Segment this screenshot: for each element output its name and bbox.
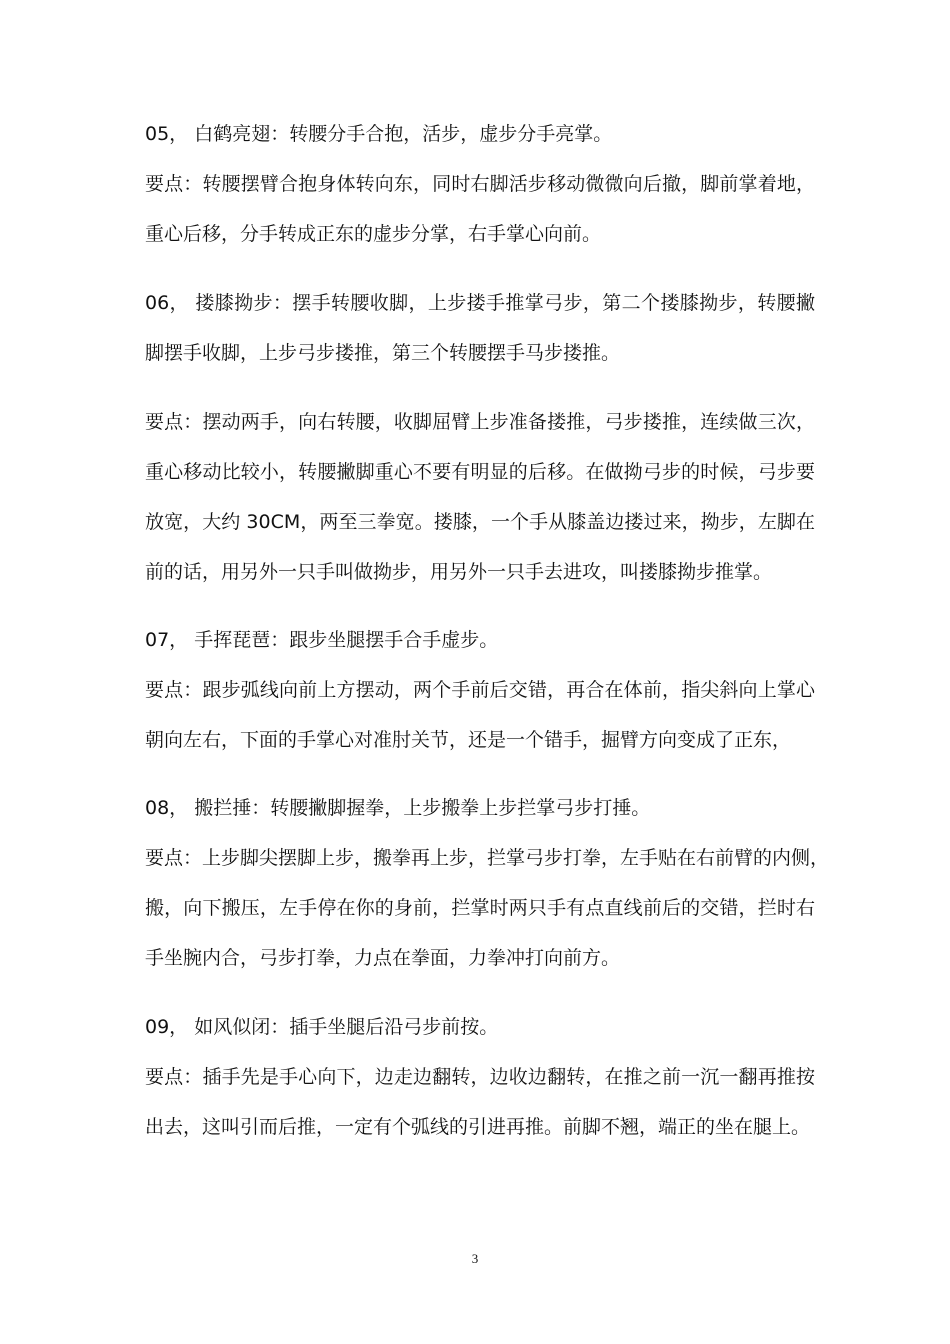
section-heading: 05， 白鹤亮翅：转腰分手合抱，活步，虚步分手亮掌。 xyxy=(145,123,613,145)
key-point-line: 手坐腕内合，弓步打拳，力点在拳面，力拳冲打向前方。 xyxy=(145,947,621,969)
key-point-line: 要点：转腰摆臂合抱身体转向东，同时右脚活步移动微微向后撤，脚前掌着地， xyxy=(145,173,815,195)
section-05 xyxy=(145,109,815,259)
section-heading: 09， 如风似闭：插手坐腿后沿弓步前按。 xyxy=(145,1016,499,1038)
key-point-line: 朝向左右，下面的手掌心对准肘关节，还是一个错手，掘臂方向变成了正东， xyxy=(145,729,792,751)
key-point-line: 要点：摆动两手，向右转腰，收脚屈臂上步准备搂推，弓步搂推，连续做三次， xyxy=(145,411,815,433)
key-point-line: 前的话，用另外一只手叫做拗步，用另外一只手去进攻，叫搂膝拗步推掌。 xyxy=(145,561,773,583)
section-heading: 08， 搬拦捶：转腰撇脚握拳，上步搬拳上步拦掌弓步打捶。 xyxy=(145,797,651,819)
section-text-line: 脚摆手收脚，上步弓步搂推，第三个转腰摆手马步搂推。 xyxy=(145,342,621,364)
key-point-line: 放宽，大约 30CM，两至三拳宽。搂膝，一个手从膝盖边搂过来，拗步，左脚在 xyxy=(145,511,815,533)
key-point-line: 出去，这叫引而后推，一定有个弧线的引进再推。前脚不翘，端正的坐在腿上。 xyxy=(145,1116,811,1138)
section-06-key-points xyxy=(145,397,815,597)
key-point-line: 重心移动比较小，转腰撇脚重心不要有明显的后移。在做拗弓步的时候，弓步要 xyxy=(145,461,815,483)
key-point-line: 重心后移，分手转成正东的虚步分掌，右手掌心向前。 xyxy=(145,223,602,245)
section-09 xyxy=(145,1002,815,1152)
section-06 xyxy=(145,278,815,378)
section-07 xyxy=(145,615,815,765)
key-point-line: 搬，向下搬压，左手停在你的身前，拦掌时两只手有点直线前后的交错，拦时右 xyxy=(145,897,815,919)
section-heading: 07， 手挥琵琶：跟步坐腿摆手合手虚步。 xyxy=(145,629,499,651)
key-point-line: 要点：插手先是手心向下，边走边翻转，边收边翻转，在推之前一沉一翻再推按 xyxy=(145,1066,815,1088)
key-point-line: 要点：跟步弧线向前上方摆动，两个手前后交错，再合在体前，指尖斜向上掌心 xyxy=(145,679,815,701)
page-number: 3 xyxy=(471,1251,479,1266)
section-08 xyxy=(145,783,830,983)
section-heading: 06， 搂膝拗步：摆手转腰收脚，上步搂手推掌弓步，第二个搂膝拗步，转腰撇 xyxy=(145,292,815,314)
key-point-line: 要点：上步脚尖摆脚上步，搬拳再上步，拦掌弓步打拳，左手贴在右前臂的内侧， xyxy=(145,847,830,869)
